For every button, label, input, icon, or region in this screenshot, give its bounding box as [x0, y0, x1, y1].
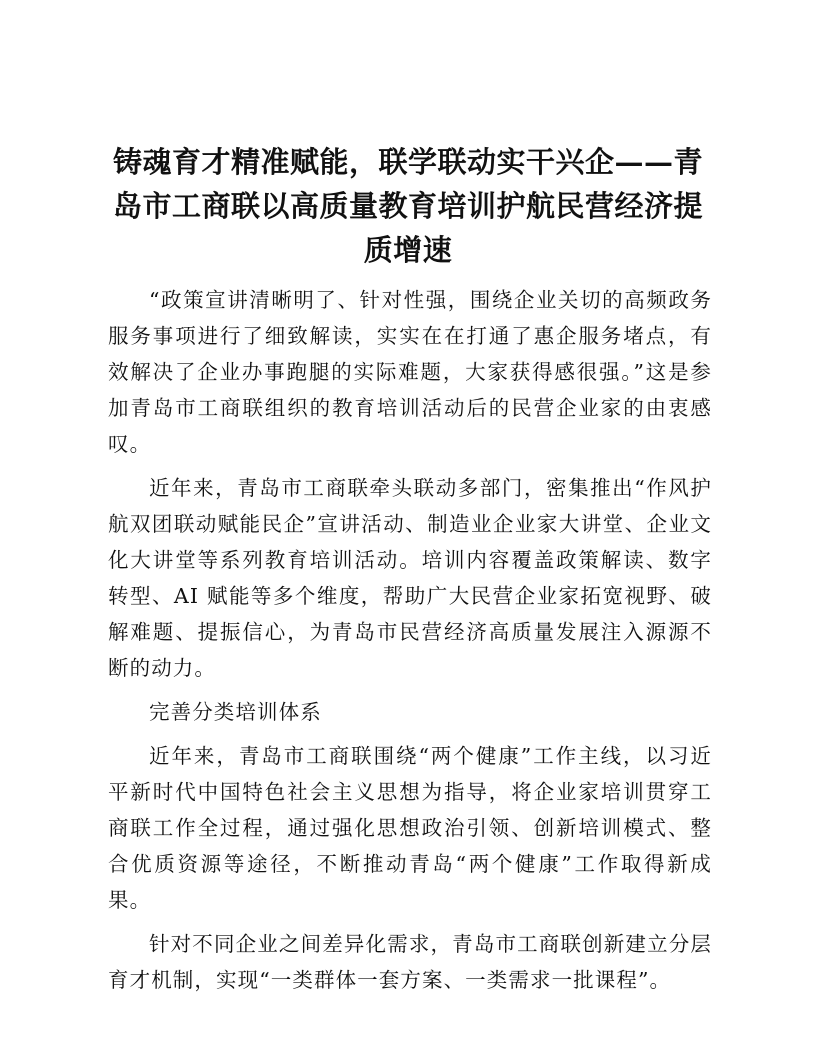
- article-title: 铸魂育才精准赋能，联学联动实干兴企——青岛市工商联以高质量教育培训护航民营经济提质增速: [112, 145, 703, 267]
- body-paragraph: “政策宣讲清晰明了、针对性强，围绕企业关切的高频政务服务事项进行了细致解读，实实在在打通了惠企服务堵点，有效解决了企业办事跑腿的实际难题，大家获得感很强。”这是参加青岛市工商联组织的教育培训活动后的民营企业家的由衷感叹。: [108, 288, 712, 456]
- body-paragraph: 近年来，青岛市工商联围绕“两个健康”工作主线，以习近平新时代中国特色社会主义思想为指导，将企业家培训贯穿工商联工作全过程，通过强化思想政治引领、创新培训模式、整合优质资源等途径，不断推动青岛“两个健康”工作取得新成果。: [108, 744, 712, 912]
- body-paragraph: 近年来，青岛市工商联牵头联动多部门，密集推出“作风护航双团联动赋能民企”宣讲活动、制造业企业家大讲堂、企业文化大讲堂等系列教育培训活动。培训内容覆盖政策解读、数字转型、AI 赋能等多个维度，帮助广大民营企业家拓宽视野、破解难题、提振信心，为青岛市民营经济高质量发展注入源源不断的动力。: [108, 476, 712, 680]
- article-body: [108, 282, 712, 1006]
- body-paragraph: 针对不同企业之间差异化需求，青岛市工商联创新建立分层育才机制，实现“一类群体一套方案、一类需求一批课程”。: [108, 932, 712, 992]
- section-heading: 完善分类培训体系: [149, 700, 322, 724]
